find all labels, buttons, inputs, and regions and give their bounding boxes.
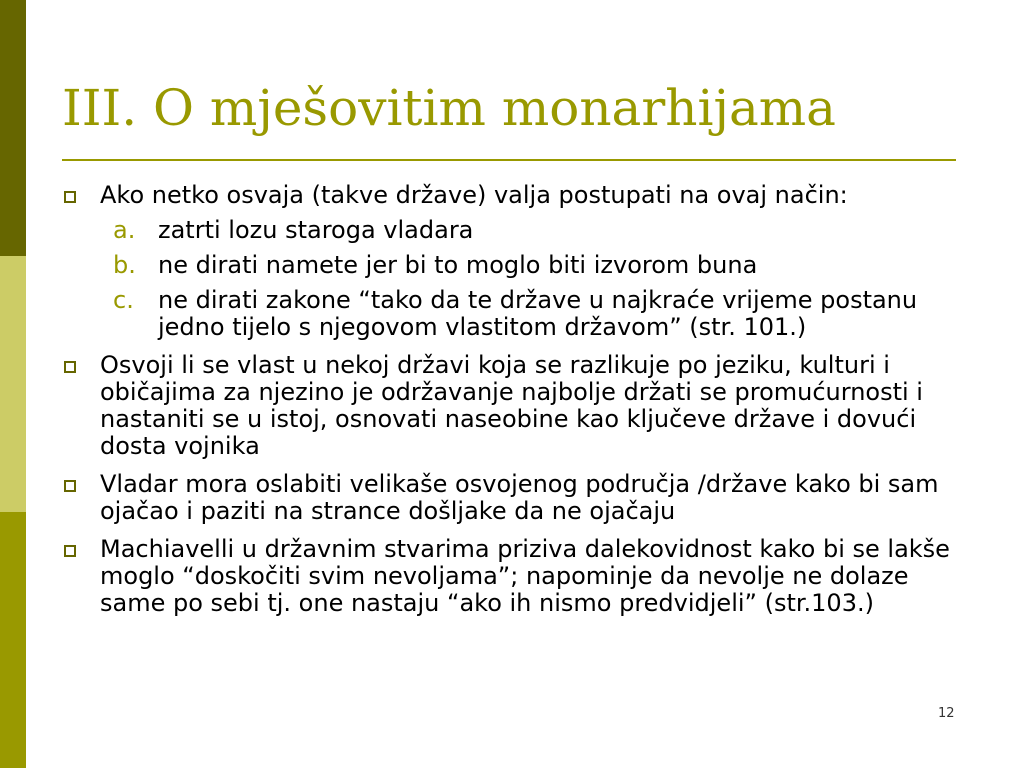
- sub-item: [113, 252, 964, 279]
- title-underline: [62, 159, 956, 161]
- side-bar-bottom: [0, 512, 26, 768]
- sub-item-text: ne dirati zakone “tako da te države u najkraće vrijeme postanu jedno tijelo s njegovom vlastitom državom” (str. 101.): [158, 286, 918, 341]
- sub-item-text: zatrti lozu staroga vladara: [158, 216, 474, 244]
- square-bullet-icon: [64, 191, 76, 203]
- sub-item: [113, 287, 964, 341]
- square-bullet-icon: [64, 480, 76, 492]
- sub-item-text: ne dirati namete jer bi to moglo biti izvorom buna: [158, 251, 758, 279]
- sub-item-letter: a.: [113, 216, 136, 244]
- sub-list: [100, 217, 964, 341]
- square-bullet-icon: [64, 545, 76, 557]
- slide-title: III. O mješovitim monarhijama: [62, 79, 836, 137]
- bullet-text: Vladar mora oslabiti velikaše osvojenog područja /države kako bi sam ojačao i paziti na strance došljake da ne ojačaju: [100, 470, 939, 525]
- bullet-item: [64, 182, 964, 341]
- sub-item-letter: c.: [113, 286, 134, 314]
- square-bullet-icon: [64, 361, 76, 373]
- side-bar-top: [0, 0, 26, 256]
- bullet-text: Osvoji li se vlast u nekoj državi koja se razlikuje po jeziku, kulturi i običajima za njezino je održavanje najbolje držati se promućurnosti i nastaniti se u istoj, osnovati naseobine kao ključeve države i dovući dosta vojnika: [100, 351, 923, 460]
- bullet-text: Ako netko osvaja (takve države) valja postupati na ovaj način:: [100, 181, 848, 209]
- bullet-item: [64, 471, 964, 525]
- page-number: 12: [938, 706, 955, 721]
- sub-item: [113, 217, 964, 244]
- side-bar-middle: [0, 256, 26, 512]
- sub-item-letter: b.: [113, 251, 136, 279]
- bullet-text: Machiavelli u državnim stvarima priziva dalekovidnost kako bi se lakše moglo “doskočiti svim nevoljama”; napominje da nevolje ne dolaze same po sebi tj. one nastaju “ako ih nismo predvidjeli” (str.103.): [100, 535, 950, 617]
- bullet-item: [64, 536, 964, 617]
- bullet-item: [64, 352, 964, 460]
- slide-content: [64, 182, 964, 628]
